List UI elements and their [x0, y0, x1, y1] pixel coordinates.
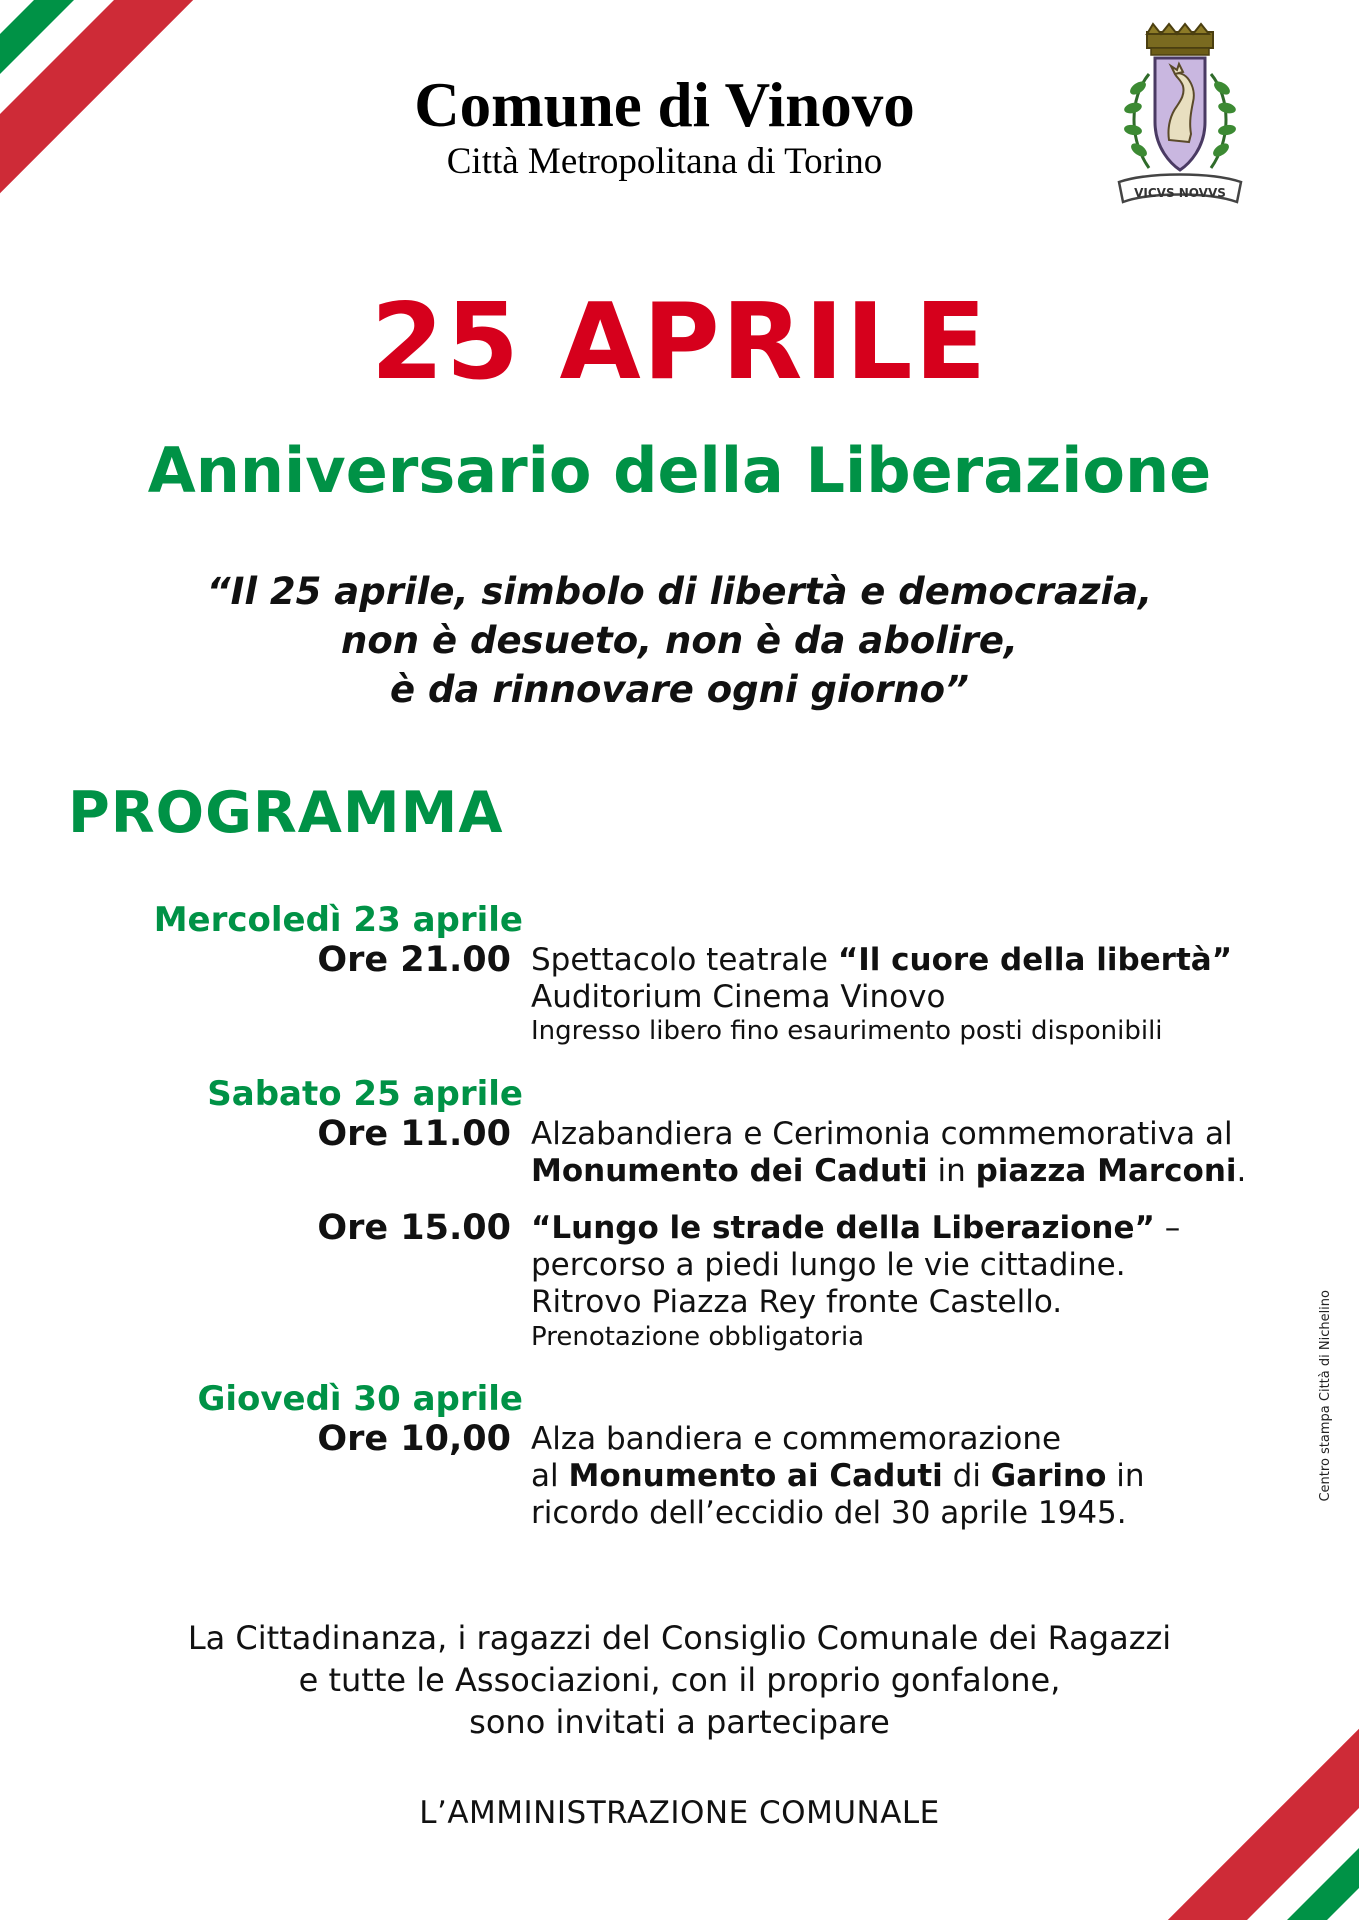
event-line-3: Ritrovo Piazza Rey fronte Castello.: [531, 1284, 1063, 1321]
event-line-2d: Garino: [990, 1457, 1107, 1494]
schedule-day-label: Sabato 25 aprile: [207, 1073, 523, 1114]
event-line-2: percorso a piedi lungo le vie cittadine.: [531, 1247, 1126, 1284]
closing-text: [0, 1617, 1359, 1744]
event-line-1: Alza bandiera e commemorazione: [531, 1420, 1062, 1457]
event-line-1a: “Lungo le strade della Liberazione”: [531, 1209, 1155, 1246]
page-title: 25 APRILE: [370, 281, 989, 403]
event-line-2a: Monumento dei Caduti: [531, 1152, 928, 1189]
event-time: Ore 21.00: [317, 940, 511, 980]
event-line-4: Prenotazione obbligatoria: [531, 1321, 865, 1352]
event-line-1a: Spettacolo teatrale: [531, 942, 838, 978]
schedule-day-label: Giovedì 30 aprile: [197, 1378, 523, 1419]
municipality-subtitle: Città Metropolitana di Torino: [446, 141, 883, 183]
event-time: Ore 10,00: [317, 1418, 511, 1459]
event-line-2d: .: [1236, 1152, 1247, 1189]
event-line-3: Ingresso libero fino esaurimento posti disponibili: [531, 1016, 1163, 1047]
schedule-event: [0, 940, 1359, 1048]
crest-motto: VICVS NOVVS: [1134, 186, 1226, 200]
event-description: [531, 1114, 1246, 1190]
closing-line-2: e tutte le Associazioni, con il proprio gonfalone,: [298, 1661, 1061, 1700]
programma-heading: PROGRAMMA: [68, 780, 504, 846]
event-line-1: Alzabandiera e Cerimonia commemorativa al: [531, 1115, 1233, 1152]
event-time: Ore 11.00: [317, 1113, 511, 1154]
event-line-2e: in: [1106, 1457, 1145, 1494]
administration-signature: L’AMMINISTRAZIONE COMUNALE: [419, 1795, 940, 1831]
quote-line-3: è da rinnovare ogni giorno”: [390, 668, 969, 712]
schedule-event: [0, 1114, 1359, 1190]
schedule-list: [0, 900, 1359, 1532]
schedule-day-label: Mercoledì 23 aprile: [153, 900, 523, 940]
closing-line-1: La Cittadinanza, i ragazzi del Consiglio Comunale dei Ragazzi: [187, 1619, 1172, 1657]
coat-of-arms-icon: [1105, 22, 1255, 227]
event-description: [531, 940, 1232, 1048]
event-line-2a: al: [531, 1457, 569, 1494]
schedule-event: [0, 1419, 1359, 1533]
event-time: Ore 15.00: [317, 1207, 511, 1248]
event-line-2: Auditorium Cinema Vinovo: [531, 979, 946, 1016]
quote-block: [0, 567, 1359, 715]
schedule-day: [0, 1074, 1359, 1353]
municipality-title: Comune di Vinovo: [414, 70, 915, 140]
schedule-day: [0, 1379, 1359, 1533]
event-line-2c: di: [942, 1457, 991, 1494]
print-credit: Centro stampa Città di Nichelino: [1318, 1290, 1333, 1502]
event-line-1b: “Il cuore della libertà”: [837, 942, 1233, 978]
closing-line-3: sono invitati a partecipare: [469, 1703, 890, 1742]
event-line-3: ricordo dell’eccidio del 30 aprile 1945.: [531, 1495, 1127, 1532]
quote-line-1: “Il 25 aprile, simbolo di libertà e democrazia,: [206, 570, 1153, 613]
event-description: [531, 1208, 1180, 1353]
event-line-1b: –: [1154, 1209, 1181, 1246]
event-line-2b: in: [927, 1152, 976, 1189]
event-line-2c: piazza Marconi: [975, 1152, 1237, 1189]
schedule-event: [0, 1208, 1359, 1353]
event-line-2b: Monumento ai Caduti: [568, 1457, 943, 1494]
page-subtitle: Anniversario della Liberazione: [147, 434, 1212, 507]
quote-line-2: non è desueto, non è da abolire,: [341, 619, 1018, 663]
event-description: [531, 1419, 1145, 1533]
schedule-day: [0, 900, 1359, 1048]
